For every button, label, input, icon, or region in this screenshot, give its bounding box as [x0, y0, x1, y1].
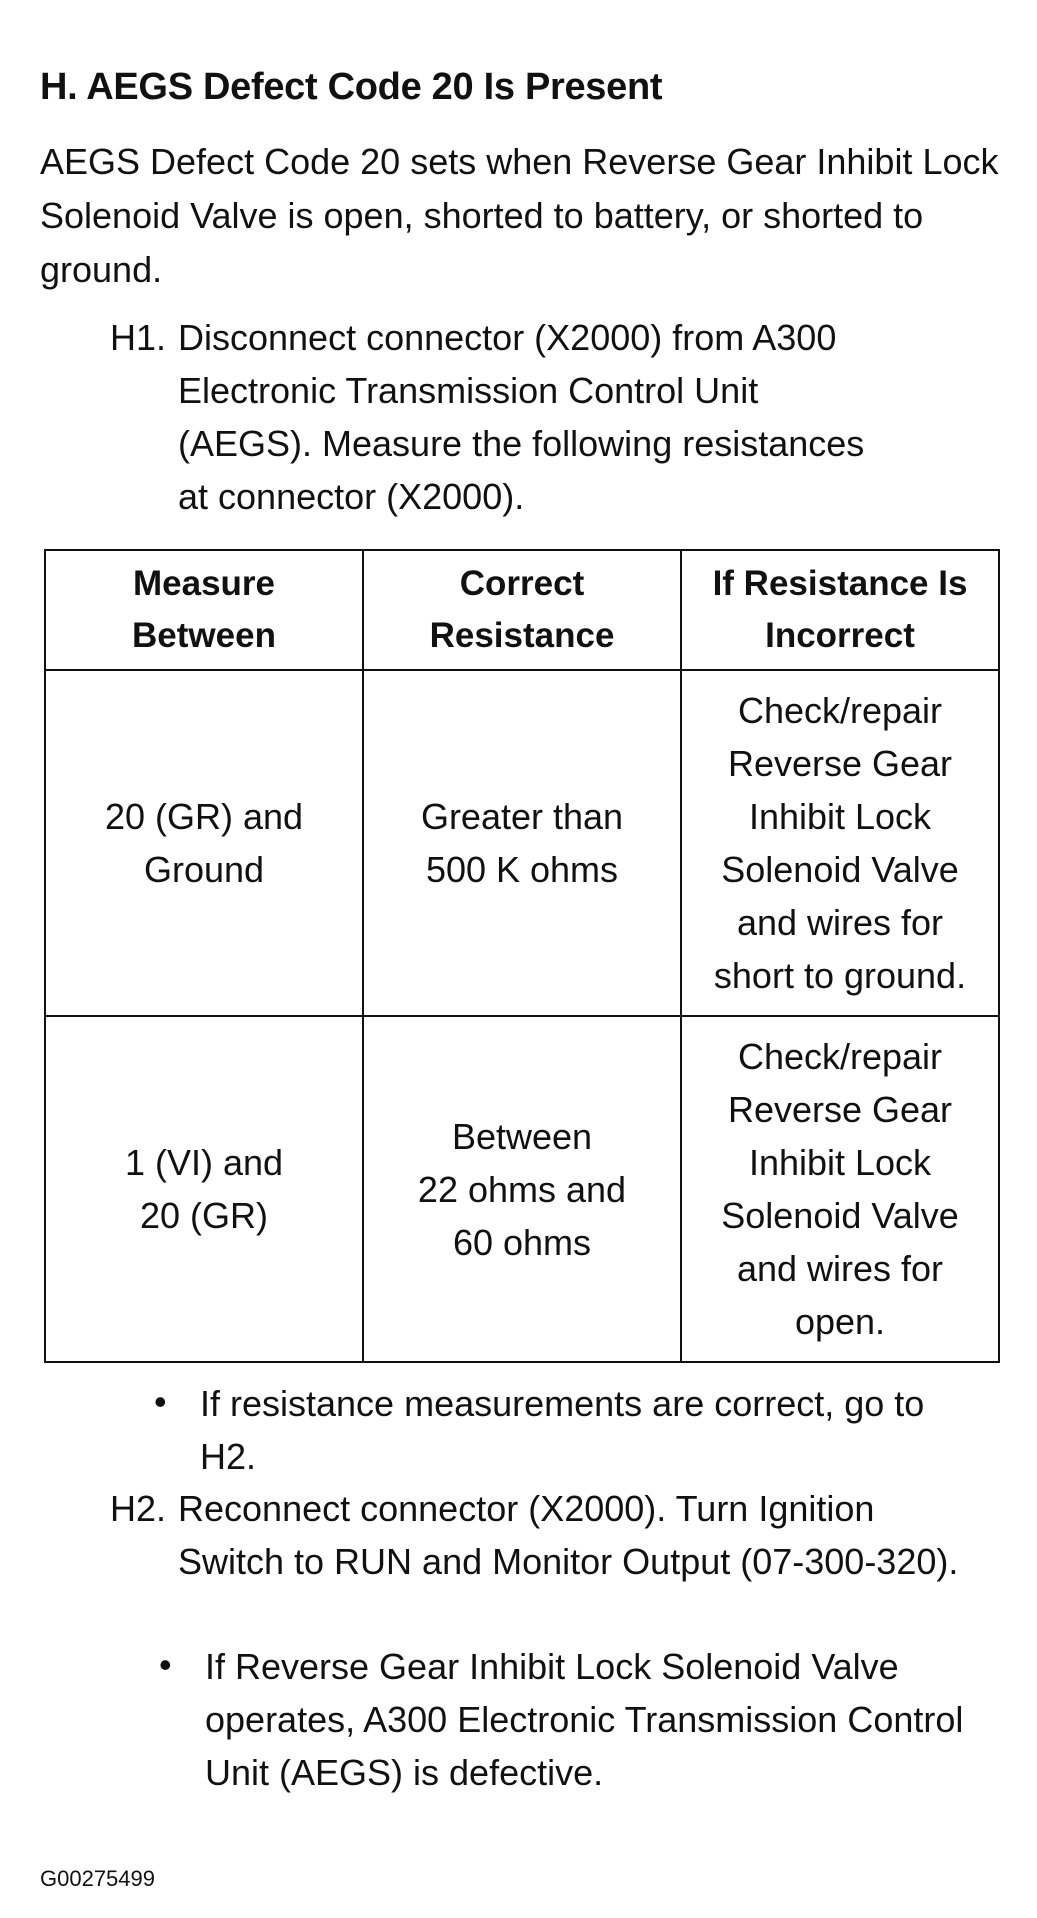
header-if-incorrect: If Resistance Is Incorrect [681, 550, 999, 670]
cell-incorrect: Check/repair Reverse Gear Inhibit Lock Solenoid Valve and wires for open. [681, 1016, 999, 1362]
header-correct-resistance: Correct Resistance [363, 550, 681, 670]
figure-code: G00275499 [40, 1866, 155, 1891]
table-row [45, 1016, 999, 1362]
table-header-row [45, 550, 999, 670]
step-h2-text: Reconnect connector (X2000). Turn Ignition Switch to RUN and Monitor Output (07-300-320). [178, 1488, 959, 1582]
cell-incorrect: Check/repair Reverse Gear Inhibit Lock Solenoid Valve and wires for short to ground. [681, 670, 999, 1016]
bullet-item [154, 1377, 960, 1483]
bullet-text: If Reverse Gear Inhibit Lock Solenoid Valve operates, A300 Electronic Transmission Control Unit (AEGS) is defective. [205, 1646, 964, 1793]
section-heading: H. AEGS Defect Code 20 Is Present [40, 66, 663, 108]
bullet-item [159, 1640, 995, 1799]
bullet-text: If resistance measurements are correct, go to H2. [200, 1383, 925, 1477]
header-measure-between: Measure Between [45, 550, 363, 670]
step-h2-number: H2. [110, 1488, 167, 1529]
cell-measure: 20 (GR) and Ground [45, 670, 363, 1016]
step-h1 [110, 311, 890, 523]
cell-correct: Greater than 500 K ohms [363, 670, 681, 1016]
bullet-dot-icon: • [154, 1381, 167, 1422]
bullet-dot-icon: • [159, 1644, 172, 1685]
step-h1-text: Disconnect connector (X2000) from A300 Electronic Transmission Control Unit (AEGS). Measure the following resistances at connector (X2000). [178, 317, 865, 517]
table-row [45, 670, 999, 1016]
resistance-table [44, 549, 1000, 1363]
step-h1-number: H1. [110, 317, 167, 358]
cell-measure: 1 (VI) and 20 (GR) [45, 1016, 363, 1362]
step-h2 [110, 1482, 990, 1588]
intro-paragraph: AEGS Defect Code 20 sets when Reverse Gear Inhibit Lock Solenoid Valve is open, shorted to battery, or shorted to ground. [40, 141, 999, 290]
cell-correct: Between 22 ohms and 60 ohms [363, 1016, 681, 1362]
